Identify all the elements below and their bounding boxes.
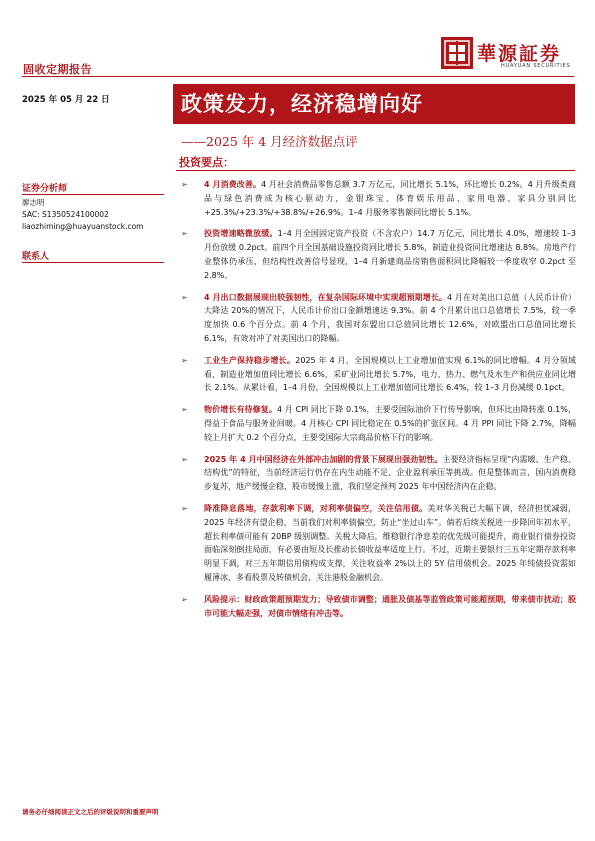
bullet-text: 主要经济指标呈现“内需暖、生产稳、结构优”的特征，当前经济运行仍存在内生动能不足、企业盈利承压等挑战。但是整体而言，国内消费稳步复苏，地产缓慢企稳，股市缓慢上涨，我们坚定预判 2025 年中国经济内在企稳。 [204,454,576,492]
arrow-icon: ➢ [181,180,188,189]
company-logo [441,37,581,73]
footer-disclaimer: 请务必仔细阅读正文之后的评级说明和重要声明 [22,808,159,816]
arrow-icon: ➢ [181,503,188,513]
bullet-text: 2025 年 4 月，全国规模以上工业增加值实现 6.1%的同比增幅。4 月分领域看，制造业增加值同比增长 6.6%，采矿业同比增长 5.7%，电力、热力、燃气及水生产和供应业同比增长 2.1%。从累计看，1–4 月份，全国规模以上工业增加值同比增长 6.4%，较 1–3 月份减缓 0.1pct。 [204,355,577,393]
arrow-icon: ➢ [181,292,188,302]
list-item [181,502,576,585]
header-divider [22,76,574,77]
bullet-highlight: 投资增速略微放缓。 [204,229,278,239]
list-item [181,291,576,346]
list-item [181,593,576,621]
bullet-text: 美对华关税已大幅下调，经济担忧减弱，2025 年经济有望企稳，当前我们对利率债偏空，防止“坐过山车”。倘若后续关税进一步降回年初水平，超长利率债可能有 20BP 级别调整。关税大降后，维稳银行净息差的优先级可能提升，商业银行债券投资面临深刻倒挂局面，有必要由短及长推动长债收益率适度上行。不过，近期主要银行三五年定期存款利率明显下调，对三五年期信用债构成支撑，关注收益率 2%以上的 5Y 信用债机会。2025 年纯债投资需如履薄冰，多看股票及转债机会，关注港股金融机会。 [204,503,577,582]
bullet-highlight: 2025 年 4 月中国经济在外部冲击加剧的背景下展现出强劲韧性。 [204,454,443,464]
arrow-icon: ➢ [181,229,188,239]
arrow-icon: ➢ [181,405,188,415]
section-divider [176,170,575,171]
logo-name-cn: 華源証券 [477,43,562,65]
key-points-list [181,178,576,628]
contact-title: 联系人 [22,252,50,262]
bullet-text: 4 月 CPI 同比下降 0.1%，主要受国际油价下行传导影响，但环比由降转涨 0.1%，得益于食品与服务业回暖。4 月核心 CPI 同比稳定在 0.5%的扩张区间。4 月 PPI 同比下降 2.7%，降幅较上月扩大 0.2 个百分点，主要受国际大宗商品价格下行的影响。 [204,405,576,442]
report-date: 2025 年 05 月 22 日 [22,95,110,105]
arrow-icon: ➢ [181,355,188,365]
report-subtitle: ——2025 年 4 月经济数据点评 [181,134,358,149]
analyst-info [22,197,143,233]
bullet-text: 4 月在对美出口总值（人民币计价）大降达 20%的情况下，人民币计价出口金额增速达 9.3%。前 4 个月累计出口总值增长 7.5%，较一季度加快 0.6 个百分点。前 4 个月，我国对东盟出口总值同比增长 12.6%，对欧盟出口总值同比增长 6.1%，有效对冲了对美国出口的降幅。 [204,292,576,343]
list-item [181,403,576,444]
analyst-name: 廖志明 [22,198,45,207]
logo-mark-icon [441,37,473,69]
bullet-highlight: 工业生产保持稳步增长。 [204,355,296,365]
bullet-highlight: 4 月出口数据展现出较强韧性，在复杂国际环境中实现超预期增长。 [204,292,448,302]
arrow-icon: ➢ [181,454,188,464]
analyst-title: 证券分析师 [22,184,68,194]
bullet-highlight: 4 月消费改善。 [204,180,262,189]
bullet-text: 1–4 月全国固定资产投资（不含农户）14.7 万亿元，同比增长 4.0%，增速较 1–3 月份放缓 0.2pct。前四个月全国基础设施投资同比增长 5.8%，制造业投资同比增速达 8.8%。房地产行业整体仍承压，但结构性改善信号显现，1–4 月新建商品房销售面积同比降幅较一季度收窄 0.2pct 至 2.8%。 [204,229,576,280]
report-title: 政策发力，经济稳增向好 [181,91,423,116]
bullet-highlight: 风险提示：财政政策超预期发力；导致债市调整；通胀及债基等监管政策可能超预期，带来债市扰动；股市可能大幅走强，对债市情绪有冲击等。 [204,594,576,618]
section-title: 投资要点： [179,156,234,169]
logo-name-en: HUAYUAN SECURITIES [501,63,571,69]
contact-divider [22,262,164,263]
analyst-divider [22,194,164,195]
list-item [181,354,576,395]
bullet-highlight: 降准降息落地，存款利率下调，对利率债偏空，关注信用债。 [204,503,428,513]
list-item [181,227,576,282]
list-item [181,178,576,219]
bullet-text: 4 月社会消费品零售总额 3.7 万亿元，同比增长 5.1%，环比增长 0.2%。4 月升级类商品与绿色消费成为核心驱动力，金银珠宝、体育娱乐用品、家用电器、家具分别同比+25.3%/+23.3%/+38.8%/+26.9%。1–4 月服务零售额同比增长 5.1%。 [204,180,576,217]
report-type-label: 固收定期报告 [23,63,92,76]
arrow-icon: ➢ [181,594,188,604]
bullet-highlight: 物价增长有待修复。 [204,405,277,415]
list-item [181,453,576,494]
analyst-email[interactable]: liaozhiming@huayuanstock.com [22,222,144,231]
analyst-sac: SAC: S1350524100002 [22,210,109,219]
